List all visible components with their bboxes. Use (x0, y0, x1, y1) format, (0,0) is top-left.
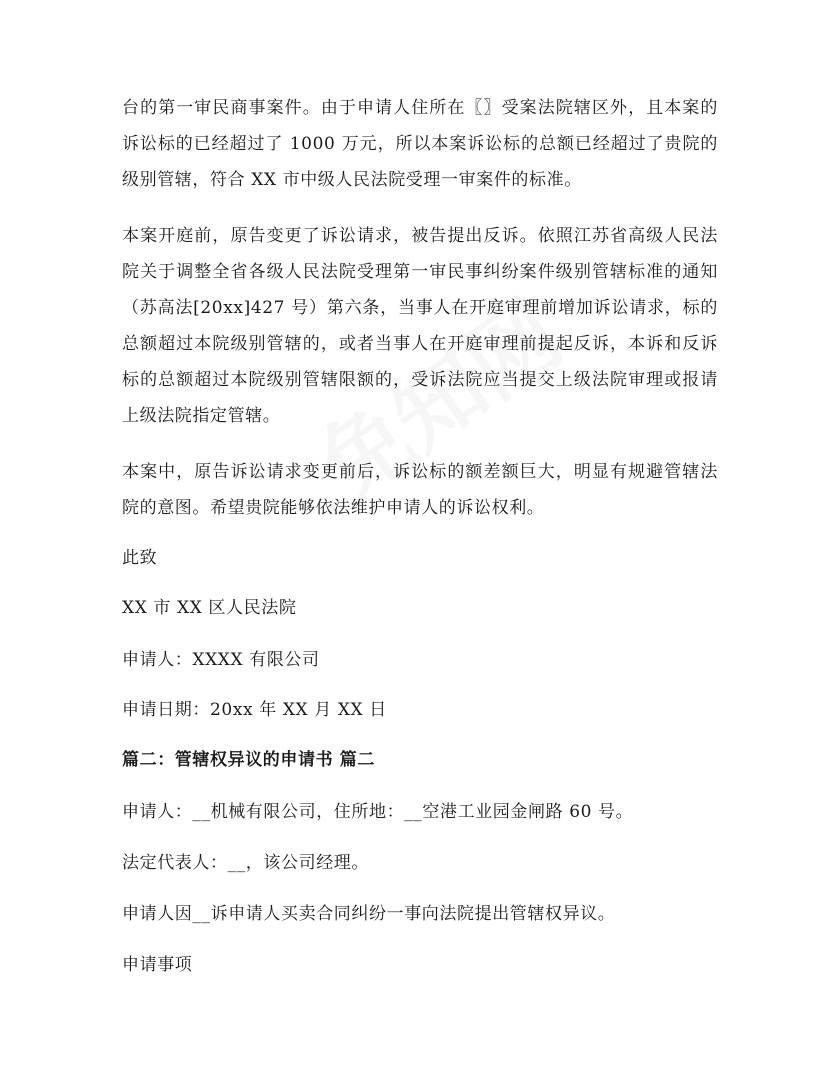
section-line-request-items: 申请事项 (122, 955, 193, 975)
paragraph-counterclaim: 本案开庭前，原告变更了诉讼请求，被告提出反诉。依照江苏省高级人民法院关于调整全省各级人民法院受理第一审民事纠纷案件级别管辖标准的通知（苏高法[20xx]427 号）第六条，当事人在开庭审理前增加诉讼请求，标的总额超过本院级别管辖的，或者当事人在开庭审理前提起反诉，本诉和反诉标的总额超过本院级别管辖限额的，受诉法院应当提交上级法院审理或报请上级法院指定管辖。 (122, 226, 718, 426)
section-heading: 篇二：管辖权异议的申请书 篇二 (122, 750, 375, 770)
application-date: 申请日期：20xx 年 XX 月 XX 日 (122, 700, 387, 720)
section-line-objection: 申请人因__诉申请人买卖合同纠纷一事向法院提出管辖权异议。 (122, 904, 616, 924)
closing-salutation: 此致 (122, 548, 158, 568)
applicant-name: 申请人：XXXX 有限公司 (122, 650, 320, 670)
paragraph-intent: 本案中，原告诉讼请求变更前后，诉讼标的额差额巨大，明显有规避管辖法院的意图。希望贵院能够依法维护申请人的诉讼权利。 (122, 462, 718, 518)
court-name: XX 市 XX 区人民法院 (122, 598, 297, 618)
paragraph-jurisdiction-amount: 台的第一审民商事案件。由于申请人住所在〖〗受案法院辖区外，且本案的诉讼标的已经超过了 1000 万元，所以本案诉讼标的总额已经超过了贵院的级别管辖，符合 XX 市中级人民法院受理一审案件的标准。 (122, 98, 718, 190)
section-line-applicant: 申请人：__机械有限公司，住所地：__空港工业园金闸路 60 号。 (122, 802, 634, 822)
section-line-representative: 法定代表人：__，该公司经理。 (122, 853, 369, 873)
